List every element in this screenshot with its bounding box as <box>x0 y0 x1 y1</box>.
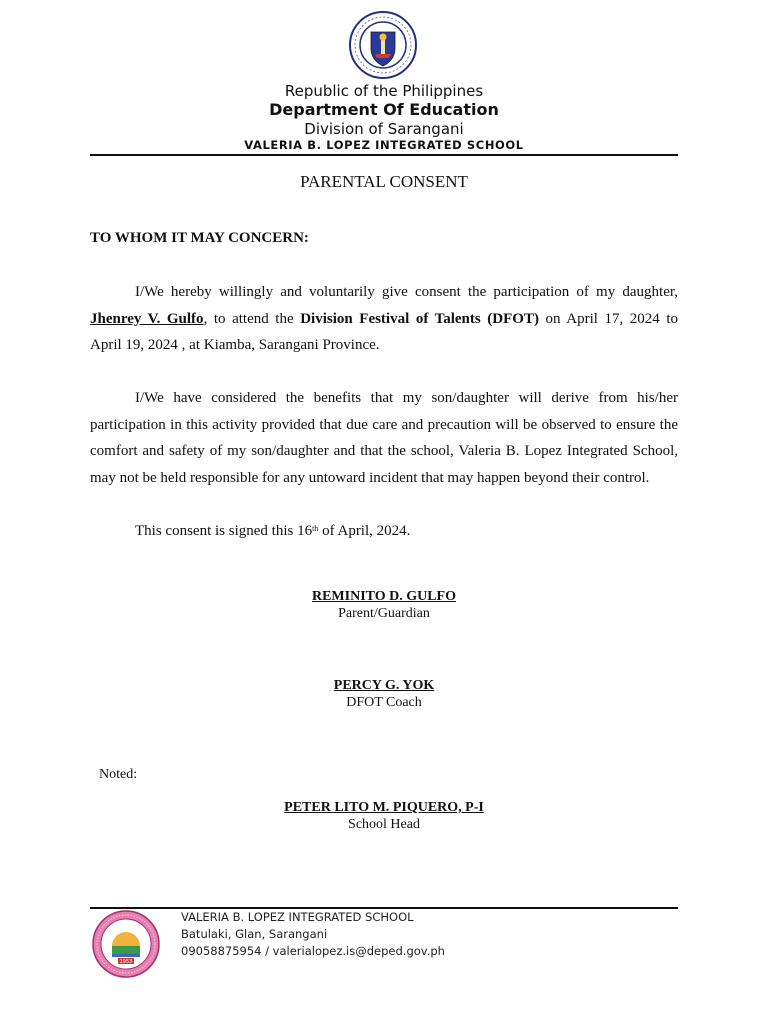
paragraph-line <box>90 306 678 333</box>
consent-paragraph-1 <box>90 279 678 359</box>
noted-label: Noted: <box>99 767 138 782</box>
deped-seal-icon <box>348 10 418 80</box>
school-head-role: School Head <box>348 817 420 832</box>
document-title: PARENTAL CONSENT <box>300 172 468 191</box>
ordinal-suffix: th <box>312 524 319 533</box>
signing-date-paragraph <box>90 518 678 545</box>
paragraph-text: This consent is signed this 16 <box>135 523 313 539</box>
paragraph-line: I/We have considered the benefits that my son/daughter will derive from his/her <box>135 390 678 406</box>
paragraph-line: April 19, 2024 , at Kiamba, Sarangani Province. <box>90 337 380 353</box>
footer-school-name: VALERIA B. LOPEZ INTEGRATED SCHOOL <box>181 910 414 924</box>
school-logo-icon <box>92 910 160 978</box>
header-divider <box>90 154 678 156</box>
paragraph-line <box>90 518 678 545</box>
school-head-name: PETER LITO M. PIQUERO, P-I <box>284 800 484 815</box>
event-name: Division Festival of Talents (DFOT) <box>300 310 539 327</box>
consent-paragraph-2 <box>90 385 678 491</box>
parent-signatory-name: REMINITO D. GULFO <box>311 589 457 604</box>
logo-year: 1953 <box>119 959 133 965</box>
header-school-name: VALERIA B. LOPEZ INTEGRATED SCHOOL <box>244 138 524 152</box>
paragraph-text: of April, 2024. <box>318 523 411 539</box>
header-department: Department Of Education <box>269 100 499 119</box>
footer-divider <box>90 907 678 909</box>
parent-signatory-role: Parent/Guardian <box>338 606 430 621</box>
paragraph-line: participation in this activity provided that due care and precaution will be observed to ensure the <box>90 416 678 433</box>
footer-address: Batulaki, Glan, Sarangani <box>181 927 328 941</box>
paragraph-line: I/We hereby willingly and voluntarily give consent the participation of my daughter, <box>135 284 678 300</box>
salutation: TO WHOM IT MAY CONCERN: <box>90 230 309 246</box>
paragraph-line: may not be held responsible for any untoward incident that may happen beyond their control. <box>90 469 650 486</box>
student-name: Jhenrey V. Gulfo <box>90 310 204 327</box>
paragraph-text: on April 17, 2024 to <box>538 310 678 327</box>
header-republic: Republic of the Philippines <box>284 82 484 100</box>
coach-signatory-role: DFOT Coach <box>346 695 422 710</box>
paragraph-text: , to attend the <box>203 310 301 327</box>
coach-signatory-name: PERCY G. YOK <box>333 678 435 693</box>
paragraph-line: comfort and safety of my son/daughter and that the school, Valeria B. Lopez Integrated School, <box>90 443 678 459</box>
footer-contact[interactable]: 09058875954 / valerialopez.is@deped.gov.ph <box>181 944 445 958</box>
header-division: Division of Sarangani <box>304 120 464 138</box>
